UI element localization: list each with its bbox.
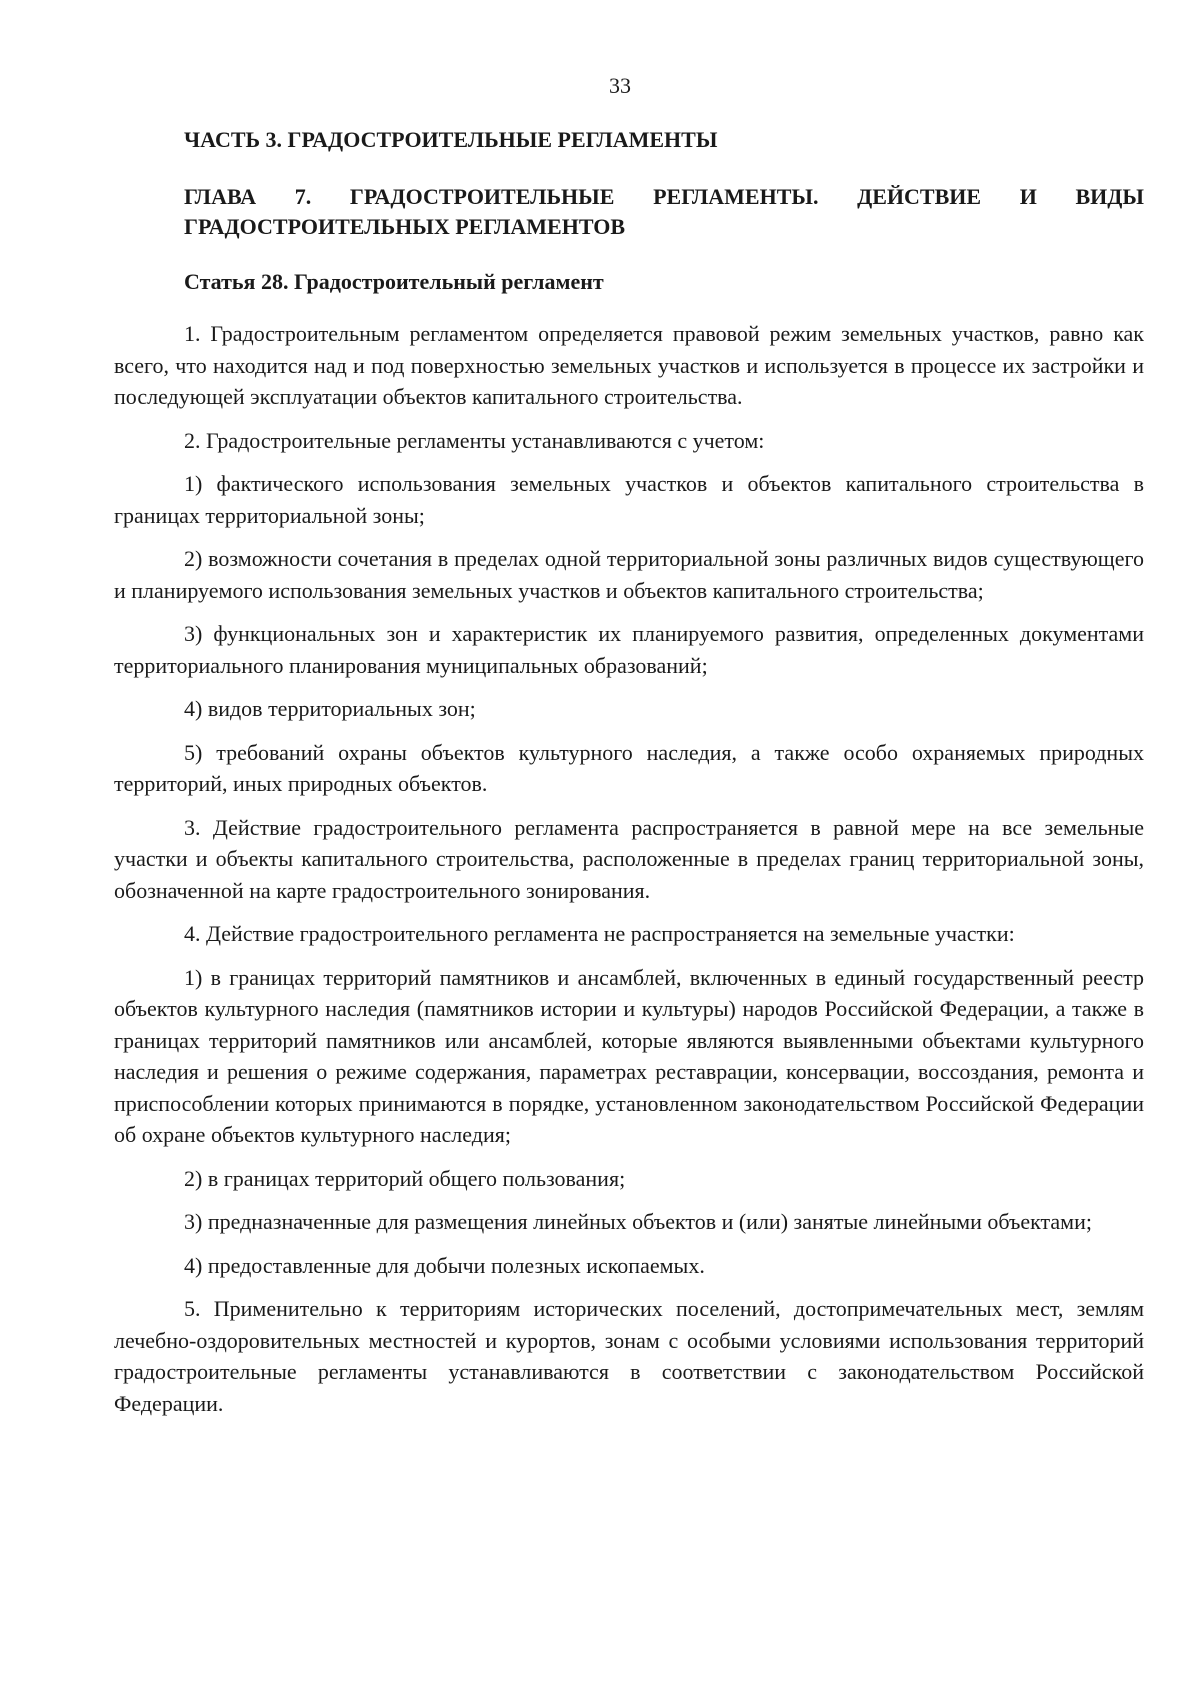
- paragraph: 3) функциональных зон и характеристик их планируемого развития, определенных документами территориального планирования муниципальных образований;: [114, 621, 1144, 678]
- article-text: [114, 318, 1144, 1419]
- paragraph: 5. Применительно к территориям исторических поселений, достопримечательных мест, землям лечебно-оздоровительных местностей и курортов, зонам с особыми условиями использования территорий градостроительные регламенты устанавливаются в соответствии с законодательством Российской Федерации.: [114, 1296, 1144, 1416]
- paragraph: 4. Действие градостроительного регламента не распространяется на земельные участки:: [184, 921, 1015, 946]
- paragraph: 5) требований охраны объектов культурного наследия, а также особо охраняемых природных территорий, иных природных объектов.: [114, 739, 1144, 796]
- paragraph: 2) возможности сочетания в пределах одной территориальной зоны различных видов существующего и планируемого использования земельных участков и объектов капитального строительства;: [114, 546, 1144, 603]
- paragraph: 3. Действие градостроительного регламента распространяется в равной мере на все земельные участки и объекты капитального строительства, расположенные в пределах границ территориальной зоны, обозначенной на карте градостроительного зонирования.: [114, 814, 1144, 903]
- paragraph: 2) в границах территорий общего пользования;: [184, 1165, 626, 1191]
- document-body: [114, 126, 1144, 1431]
- paragraph: 1) фактического использования земельных участков и объектов капитального строительства в границах территориальной зоны;: [114, 471, 1144, 528]
- part-title: ЧАСТЬ 3. ГРАДОСТРОИТЕЛЬНЫЕ РЕГЛАМЕНТЫ: [184, 127, 718, 152]
- chapter-title: [114, 182, 1144, 242]
- paragraph: 1. Градостроительным регламентом определяется правовой режим земельных участков, равно как всего, что находится над и под поверхностью земельных участков и используется в процессе их застройки и последующей эксплуатации объектов капитального строительства.: [114, 321, 1144, 409]
- page-number: 33: [609, 73, 631, 98]
- chapter-title-line-1: ГЛАВА 7. ГРАДОСТРОИТЕЛЬНЫЕ РЕГЛАМЕНТЫ. ДЕЙСТВИЕ И ВИДЫ: [184, 184, 1144, 209]
- paragraph: 2. Градостроительные регламенты устанавливаются с учетом:: [184, 427, 765, 453]
- paragraph: 4) предоставленные для добычи полезных ископаемых.: [184, 1252, 705, 1278]
- paragraph: 1) в границах территорий памятников и ансамблей, включенных в единый государственный реестр объектов культурного наследия (памятников истории и культуры) народов Российской Федерации, а также в границах территорий памятников или ансамблей, которые являются выявленными объектами культурного наследия и решения о режиме содержания, параметрах реставрации, консервации, воссоздания, ремонта и приспособлении которых принимаются в порядке, установленном законодательством Российской Федерации об охране объектов культурного наследия;: [114, 964, 1144, 1147]
- chapter-title-line-2: ГРАДОСТРОИТЕЛЬНЫХ РЕГЛАМЕНТОВ: [184, 214, 626, 239]
- paragraph: 4) видов территориальных зон;: [184, 696, 476, 721]
- paragraph: 3) предназначенные для размещения линейных объектов и (или) занятые линейными объектами;: [184, 1209, 1092, 1234]
- article-title: Статья 28. Градостроительный регламент: [184, 269, 604, 294]
